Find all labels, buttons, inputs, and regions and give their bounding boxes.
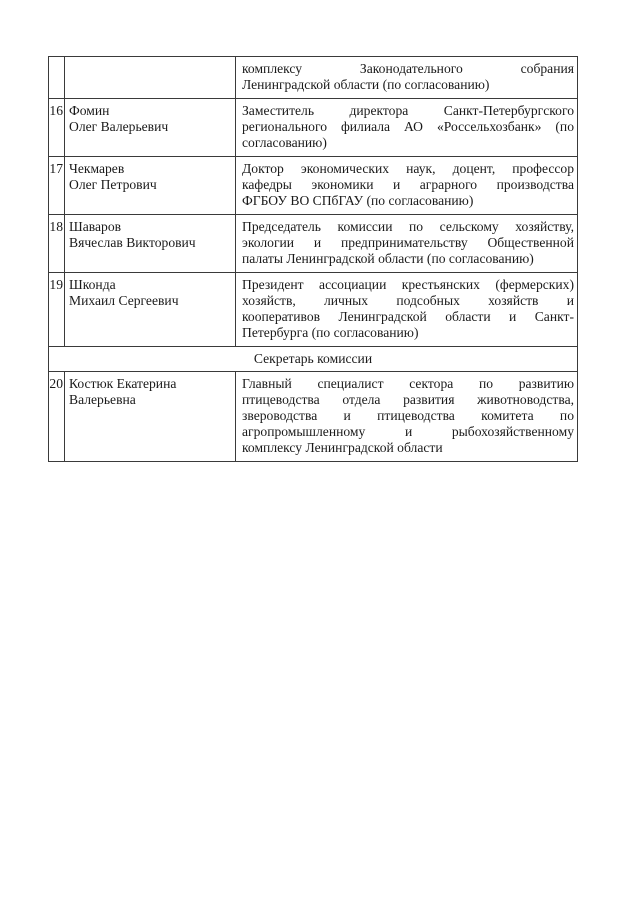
name-line: Вячеслав Викторович <box>69 235 196 250</box>
name-line: Валерьевна <box>69 392 136 407</box>
text-line: хозяйств, личных подсобных хозяйств и <box>242 293 574 308</box>
text-line: Президент ассоциации крестьянских (фермерских) <box>242 277 574 292</box>
text-line: Ленинградской области (по согласованию) <box>242 77 490 92</box>
member-position <box>236 99 578 157</box>
text-line: комплексу Законодательного собрания <box>242 61 574 76</box>
text-line: Заместитель директора Санкт-Петербургского <box>242 103 574 118</box>
text-line: кафедры экономики и аграрного производства <box>242 177 574 192</box>
member-name <box>65 215 236 273</box>
text-line: экологии и предпринимательству Общественной <box>242 235 574 250</box>
name-line: Чекмарев <box>69 161 125 176</box>
name-line: Олег Петрович <box>69 177 157 192</box>
member-position <box>236 215 578 273</box>
table-row <box>49 57 578 99</box>
text-line: Главный специалист сектора по развитию <box>242 376 574 391</box>
name-line: Фомин <box>69 103 110 118</box>
table-row <box>49 215 578 273</box>
name-line: Михаил Сергеевич <box>69 293 179 308</box>
name-line: Костюк Екатерина <box>69 376 177 391</box>
text-line: Доктор экономических наук, доцент, профессор <box>242 161 574 176</box>
row-number: 17 <box>49 157 65 215</box>
text-line: регионального филиала АО «Россельхозбанк» (по <box>242 119 574 134</box>
table-row <box>49 99 578 157</box>
row-number: 19 <box>49 273 65 347</box>
member-name <box>65 372 236 462</box>
member-name <box>65 99 236 157</box>
table-body <box>49 57 578 462</box>
section-row <box>49 347 578 372</box>
text-line: звероводства и птицеводства комитета по <box>242 408 574 423</box>
commission-members-table <box>48 56 578 462</box>
member-name <box>65 57 236 99</box>
row-number: 16 <box>49 99 65 157</box>
row-number <box>49 57 65 99</box>
member-position <box>236 57 578 99</box>
row-number: 18 <box>49 215 65 273</box>
section-title: Секретарь комиссии <box>49 347 578 372</box>
member-name <box>65 157 236 215</box>
member-position <box>236 273 578 347</box>
text-line: кооперативов Ленинградской области и Санкт- <box>242 309 574 324</box>
text-line: согласованию) <box>242 135 327 150</box>
text-line: Председатель комиссии по сельскому хозяйству, <box>242 219 574 234</box>
name-line: Олег Валерьевич <box>69 119 169 134</box>
text-line: Петербурга (по согласованию) <box>242 325 419 340</box>
member-name <box>65 273 236 347</box>
table-row-secretary <box>49 372 578 462</box>
table-row <box>49 157 578 215</box>
name-line: Шаваров <box>69 219 122 234</box>
table-row <box>49 273 578 347</box>
row-number: 20 <box>49 372 65 462</box>
name-line: Шконда <box>69 277 116 292</box>
member-position <box>236 372 578 462</box>
text-line: агропромышленному и рыбохозяйственному <box>242 424 574 439</box>
text-line: ФГБОУ ВО СПбГАУ (по согласованию) <box>242 193 474 208</box>
member-position <box>236 157 578 215</box>
text-line: палаты Ленинградской области (по согласованию) <box>242 251 534 266</box>
text-line: птицеводства отдела развития животноводства, <box>242 392 574 407</box>
text-line: комплексу Ленинградской области <box>242 440 443 455</box>
